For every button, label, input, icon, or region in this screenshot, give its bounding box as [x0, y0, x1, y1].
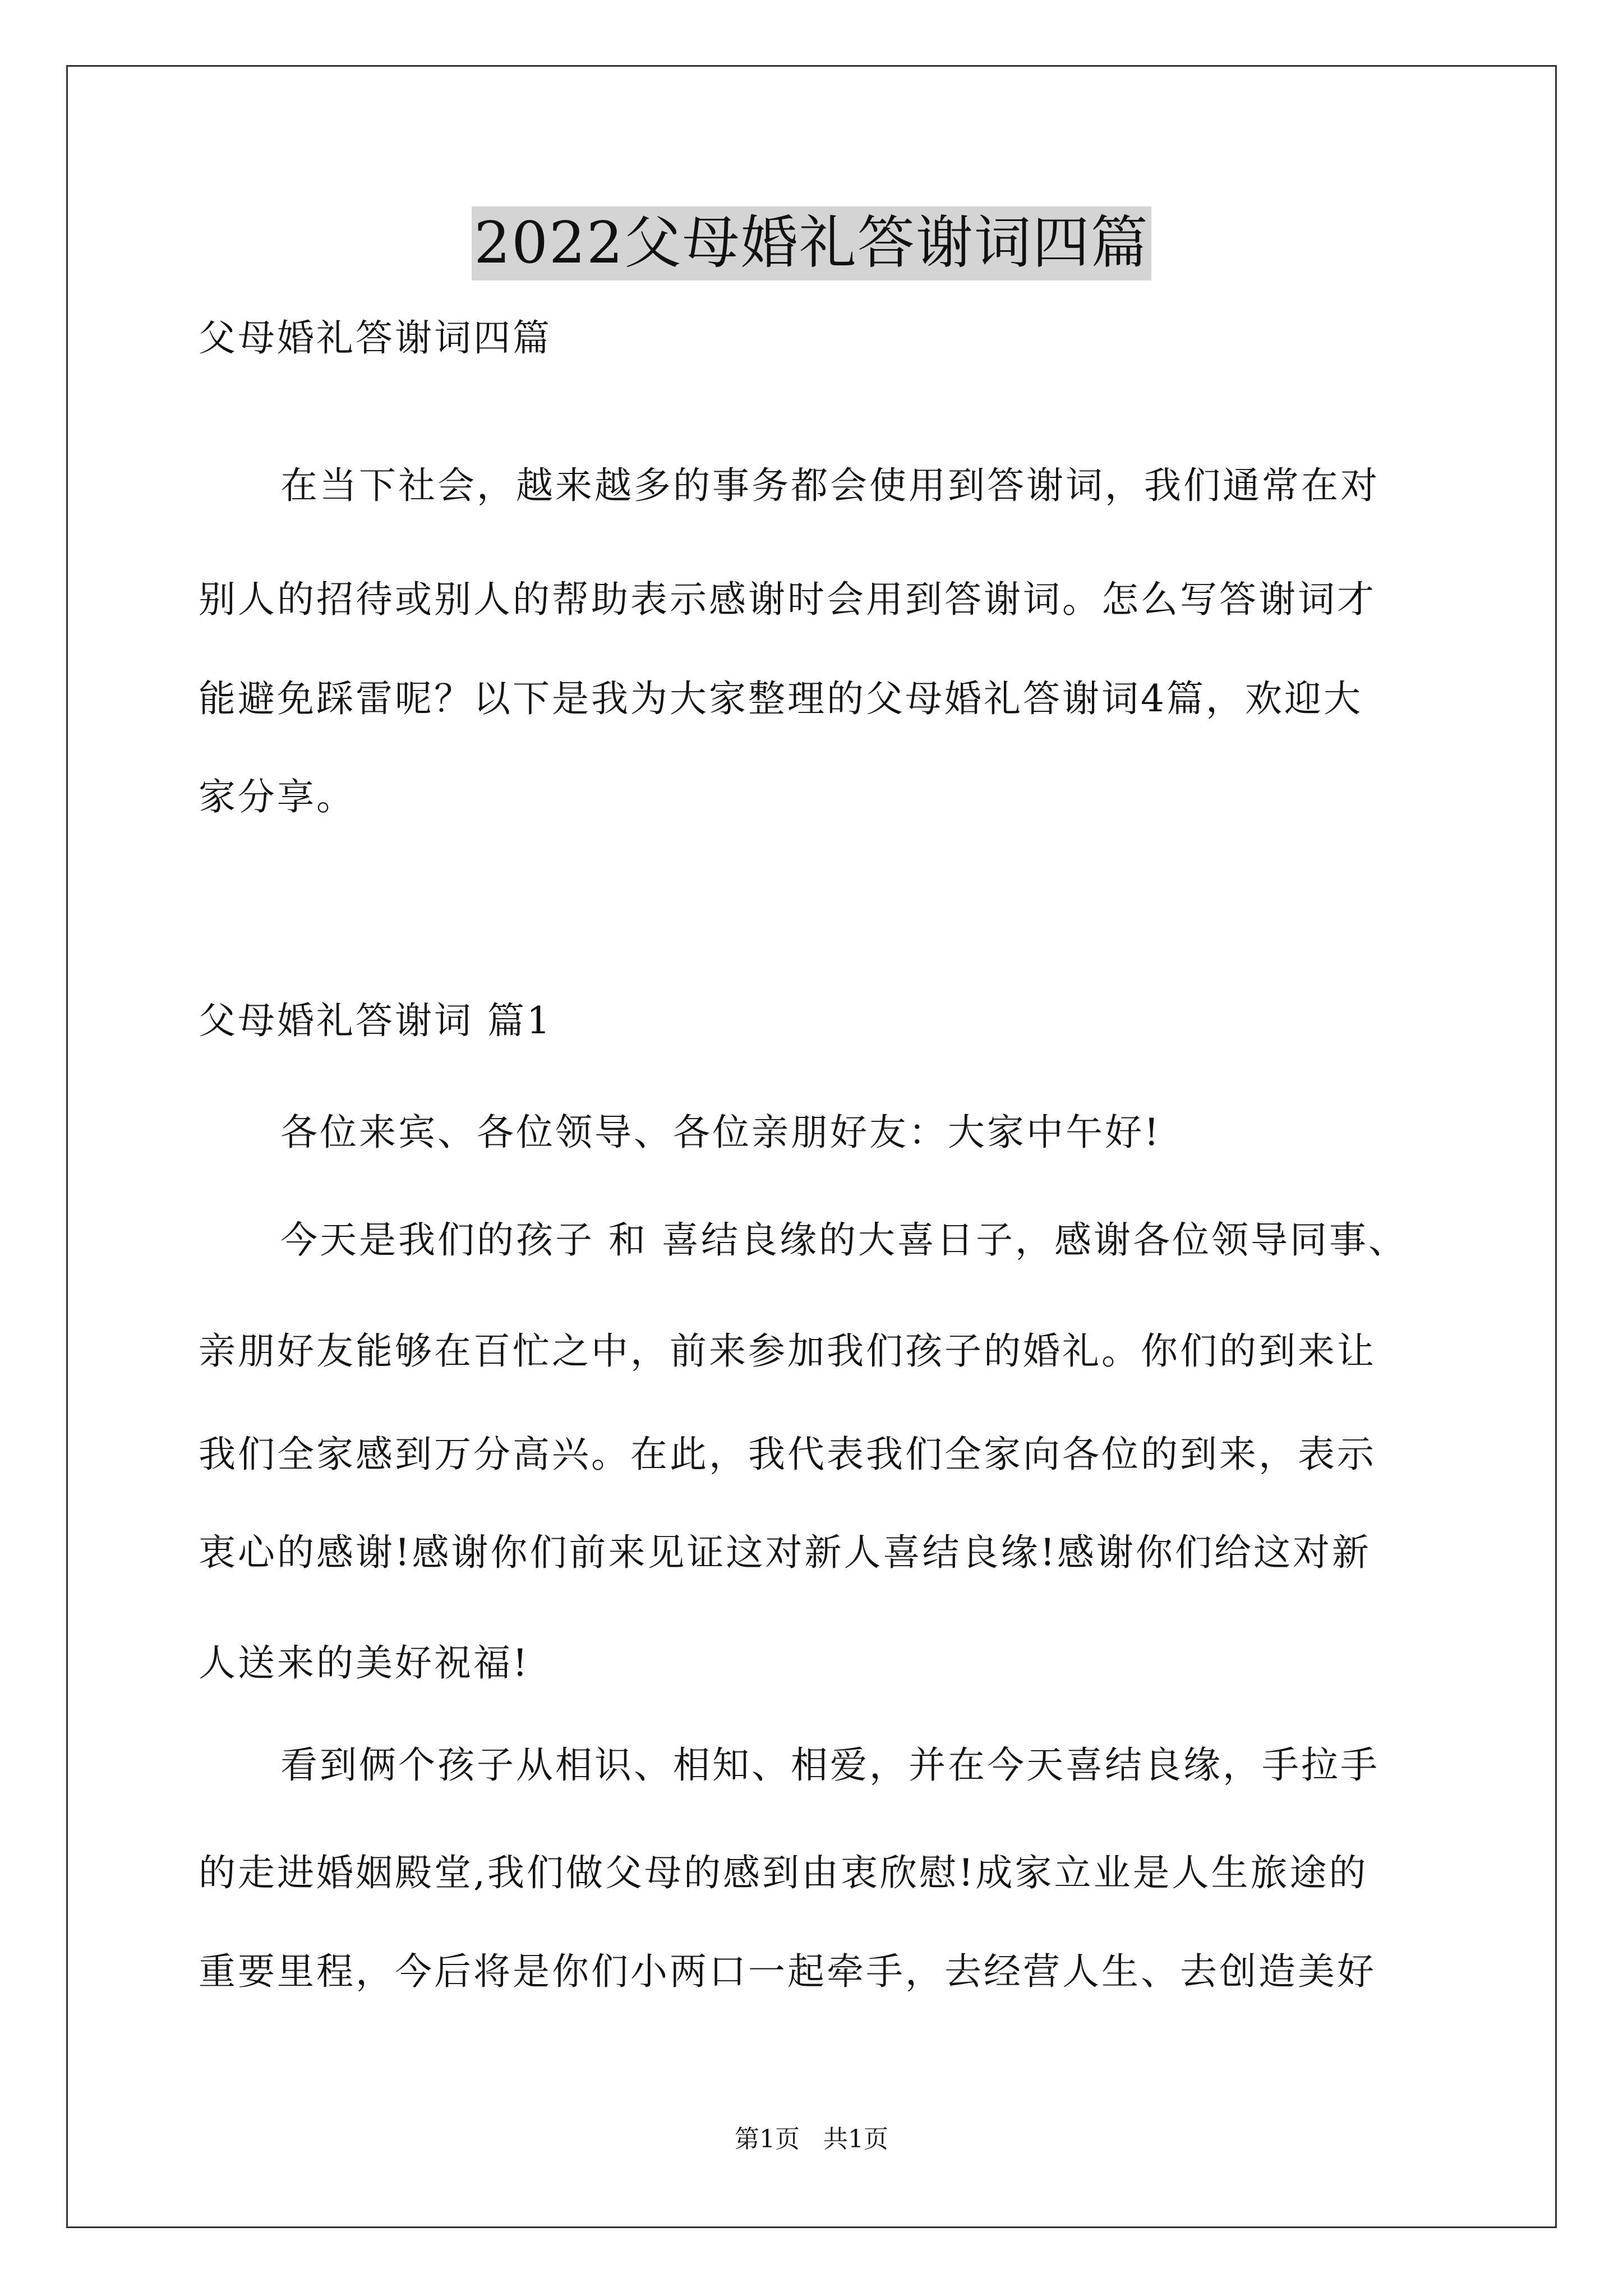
paragraph-line: 今天是我们的孩子 和 喜结良缘的大喜日子，感谢各位领导同事、 — [280, 1218, 1408, 1262]
title-container — [0, 206, 1623, 280]
paragraph-line: 在当下社会，越来越多的事务都会使用到答谢词，我们通常在对 — [280, 464, 1380, 507]
paragraph-line: 的走进婚姻殿堂,我们做父母的感到由衷欣慰!成家立业是人生旅途的 — [199, 1851, 1368, 1894]
paragraph-line: 看到俩个孩子从相识、相知、相爱，并在今天喜结良缘，手拉手 — [280, 1743, 1380, 1787]
subtitle-line: 父母婚礼答谢词四篇 — [199, 316, 552, 360]
paragraph-line: 重要里程，今后将是你们小两口一起牵手，去经营人生、去创造美好 — [199, 1950, 1376, 1993]
paragraph-line: 能避免踩雷呢？以下是我为大家整理的父母婚礼答谢词4篇，欢迎大 — [199, 677, 1363, 720]
section-heading: 父母婚礼答谢词 篇1 — [199, 999, 552, 1042]
paragraph-line: 各位来宾、各位领导、各位亲朋好友：大家中午好! — [280, 1111, 1161, 1154]
paragraph-line: 家分享。 — [199, 775, 356, 818]
paragraph-line: 衷心的感谢!感谢你们前来见证这对新人喜结良缘!感谢你们给这对新 — [199, 1531, 1372, 1574]
page-footer: 第1页 共1页 — [735, 2125, 888, 2154]
paragraph-line: 我们全家感到万分高兴。在此，我代表我们全家向各位的到来，表示 — [199, 1433, 1376, 1476]
document-title: 2022父母婚礼答谢词四篇 — [472, 206, 1151, 280]
paragraph-line: 人送来的美好祝福! — [199, 1641, 530, 1685]
paragraph-line: 亲朋好友能够在百忙之中，前来参加我们孩子的婚礼。你们的到来让 — [199, 1329, 1376, 1373]
paragraph-line: 别人的招待或别人的帮助表示感谢时会用到答谢词。怎么写答谢词才 — [199, 578, 1376, 621]
